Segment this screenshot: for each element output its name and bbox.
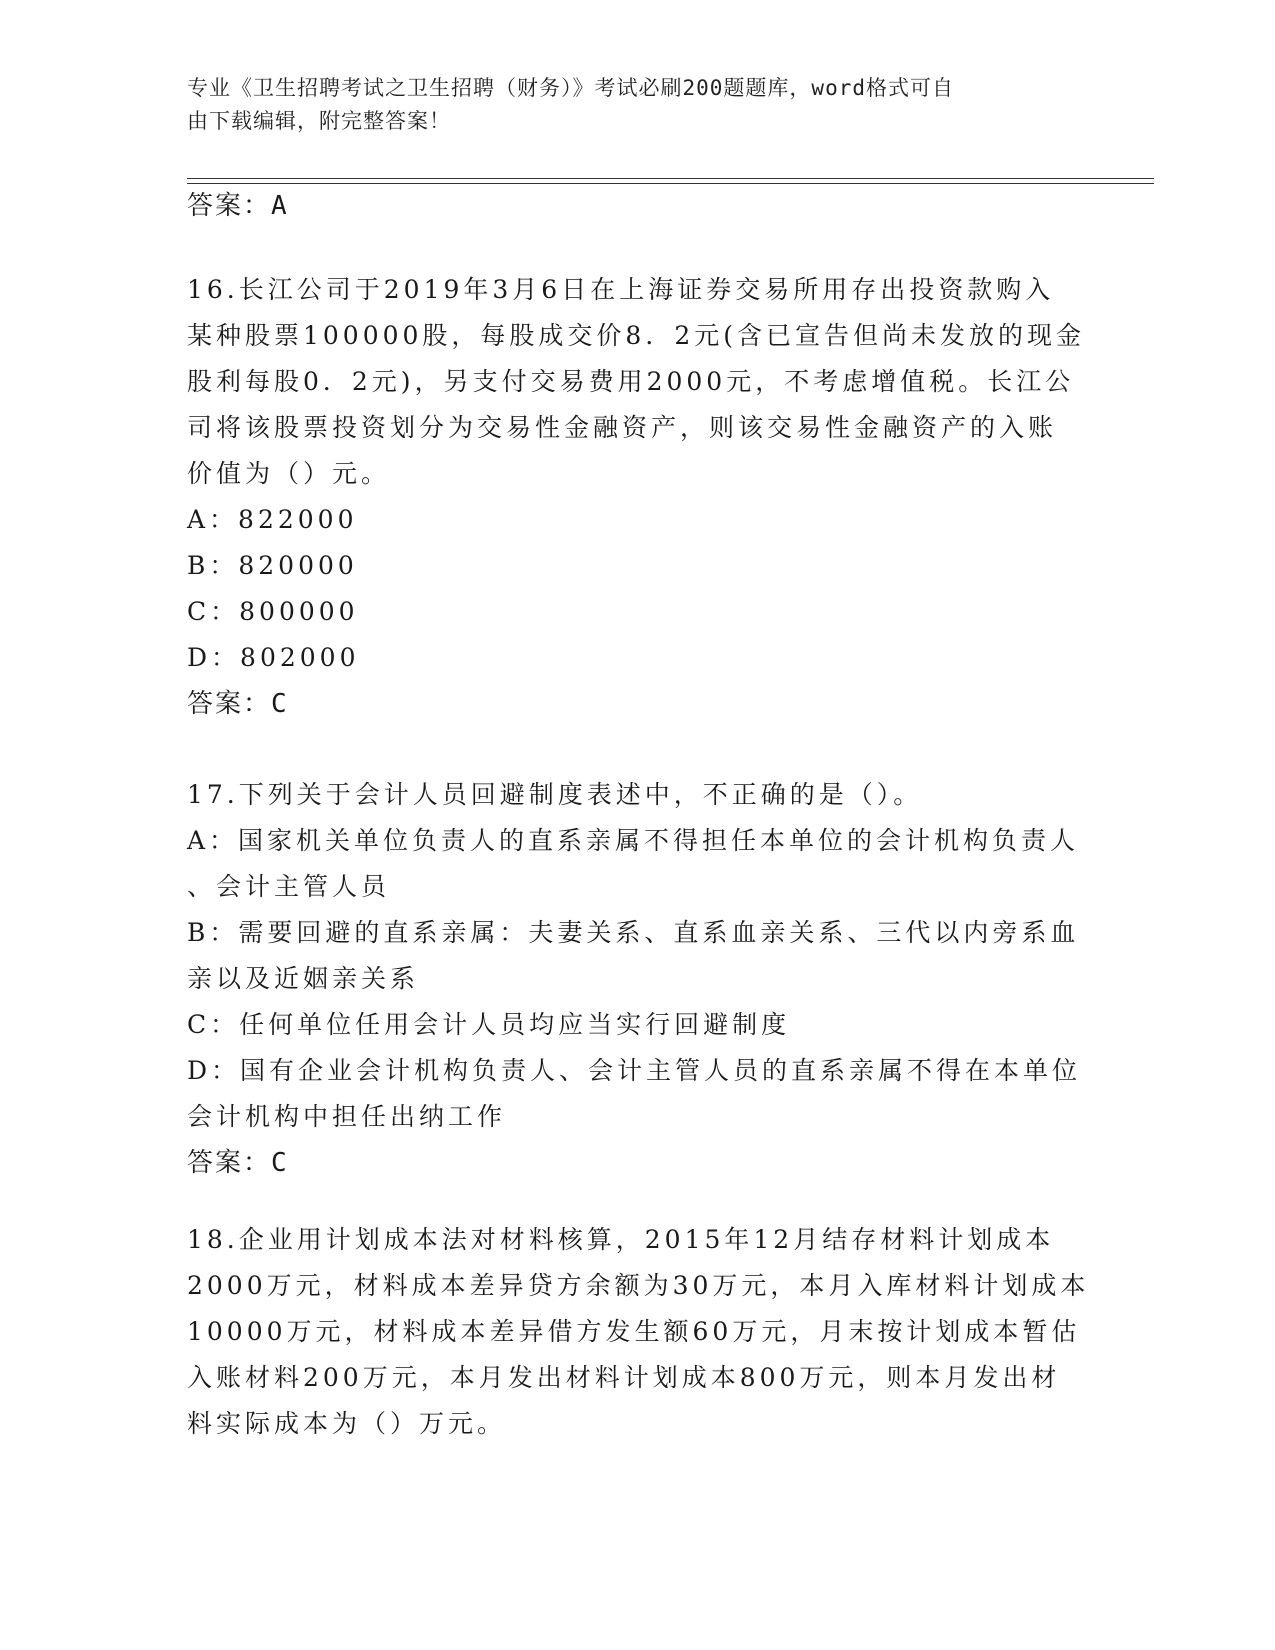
option-d: D：国有企业会计机构负责人、会计主管人员的直系亲属不得在本单位	[187, 1056, 1082, 1085]
question-stem-line: 2000万元，材料成本差异贷方余额为30万元，本月入库材料计划成本	[187, 1271, 1090, 1300]
option-c: C：任何单位任用会计人员均应当实行回避制度	[187, 1010, 791, 1039]
question-17	[187, 772, 1082, 1186]
option-c: C：800000	[187, 597, 359, 626]
question-stem-line: 17.下列关于会计人员回避制度表述中，不正确的是（）。	[187, 780, 923, 809]
option-a: A：国家机关单位负责人的直系亲属不得担任本单位的会计机构负责人	[187, 826, 1080, 855]
option-b: B：需要回避的直系亲属：夫妻关系、直系血亲关系、三代以内旁系血	[187, 918, 1080, 947]
question-stem-line: 入账材料200万元，本月发出材料计划成本800万元，则本月发出材	[187, 1363, 1061, 1392]
header-line: 由下载编辑，附完整答案！	[187, 109, 451, 133]
option-d-cont: 会计机构中担任出纳工作	[187, 1102, 507, 1131]
answer-label: 答案：C	[187, 1148, 289, 1178]
question-stem-line: 价值为（）元。	[187, 459, 391, 488]
option-d: D：802000	[187, 643, 360, 672]
question-18	[187, 1217, 1090, 1447]
header-line: 专业《卫生招聘考试之卫生招聘（财务）》考试必刷200题题库，word格式可自	[187, 76, 954, 100]
answer-label: 答案：A	[187, 191, 289, 221]
question-stem-line: 16.长江公司于2019年3月6日在上海证券交易所用存出投资款购入	[187, 275, 1055, 304]
question-stem-line: 司将该股票投资划分为交易性金融资产，则该交易性金融资产的入账	[187, 413, 1058, 442]
question-stem-line: 18.企业用计划成本法对材料核算，2015年12月结存材料计划成本	[187, 1225, 1055, 1254]
option-b-cont: 亲以及近姻亲关系	[187, 964, 420, 993]
previous-answer-block	[187, 183, 1077, 229]
question-16	[187, 267, 1086, 727]
page-header	[187, 72, 1067, 138]
option-a-cont: 、会计主管人员	[187, 872, 391, 901]
question-stem-line: 股利每股0．2元)，另支付交易费用2000元，不考虑增值税。长江公	[187, 367, 1075, 396]
question-stem-line: 某种股票100000股，每股成交价8．2元(含已宣告但尚未发放的现金	[187, 321, 1086, 350]
option-b: B：820000	[187, 551, 358, 580]
question-stem-line: 10000万元，材料成本差异借方发生额60万元，月末按计划成本暂估	[187, 1317, 1081, 1346]
header-divider	[187, 178, 1154, 179]
question-stem-line: 料实际成本为（）万元。	[187, 1409, 507, 1438]
option-a: A：822000	[187, 505, 358, 534]
answer-label: 答案：C	[187, 689, 289, 719]
